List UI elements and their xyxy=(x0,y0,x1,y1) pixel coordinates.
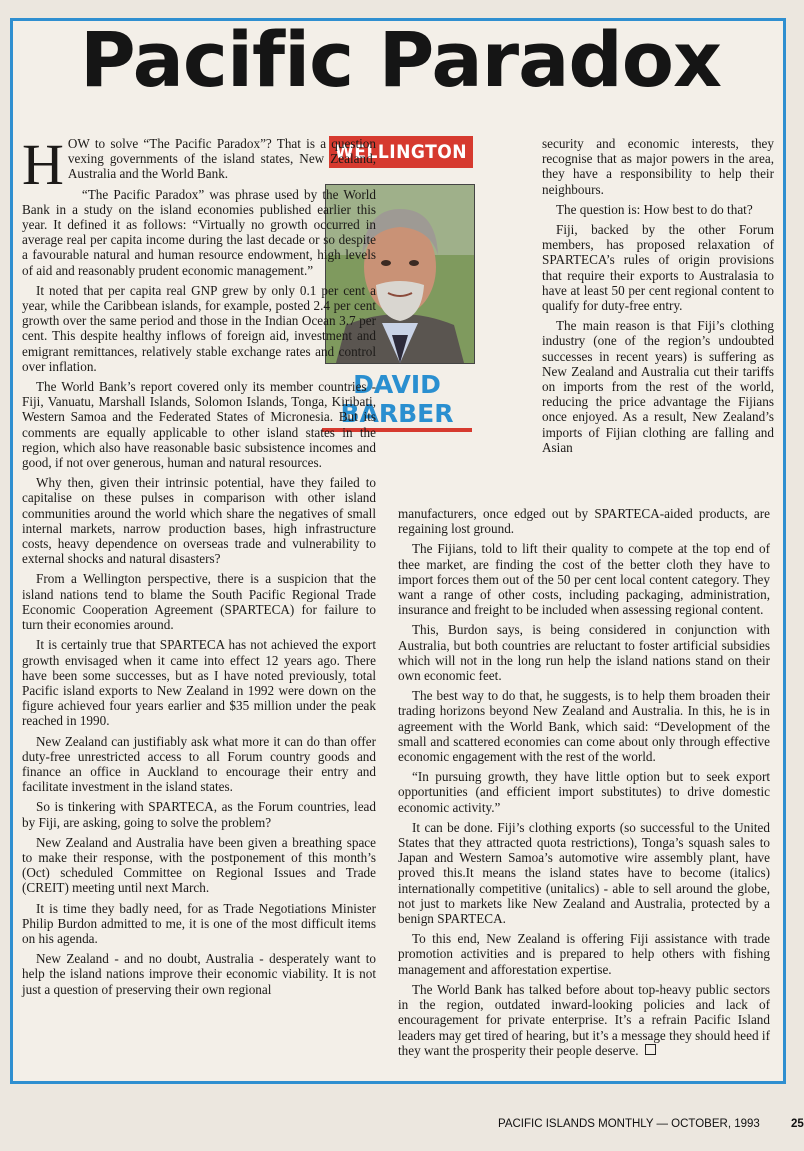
body-paragraph: The question is: How best to do that? xyxy=(556,201,753,217)
column-right-top xyxy=(542,136,774,460)
body-paragraph: Why then, given their intrinsic potential, have they failed to capitalise on these pulses in comparison with other island communities around the world which share the negatives of small internal markets, narrow production bases, high infrastructure costs, heavy dependence on overseas trade and vulnerability to external shocks and natural disasters? xyxy=(22,475,376,567)
body-paragraph: security and economic interests, they recognise that as major powers in the area, they have a responsibility to help their neighbours. xyxy=(542,136,774,197)
body-paragraph: The Fijians, told to lift their quality to compete at the top end of thee market, are finding the cost of the better cloth they have to import forces them out of the 50 per cent local content category. They want a range of other costs, including packaging, administration, insurance and freight to be included when assessing regional content. xyxy=(398,541,770,618)
body-paragraph: The best way to do that, he suggests, is to help them broaden their trading horizons beyond New Zealand and Australia. In this, he is in agreement with the World Bank, which said: “Development of the small and scattered economies can come about only through effective economic engagement with the rest of the world. xyxy=(398,688,770,765)
article-title: Pacific Paradox xyxy=(79,15,722,104)
body-paragraph: Fiji, backed by the other Forum members, has proposed relaxation of SPARTECA’s rules of origin provisions that require their exports to Australasia to have at least 50 per cent regional content to qualify for duty-free entry. xyxy=(542,222,774,314)
end-mark-icon xyxy=(645,1044,656,1055)
body-paragraph: From a Wellington perspective, there is a suspicion that the island nations tend to blame the South Pacific Regional Trade Economic Cooperation Agreement (SPARTECA) for failure to turn their economies around. xyxy=(22,571,376,633)
body-paragraph: New Zealand and Australia have been given a breathing space to make their response, with the postponement of this month’s (Oct) scheduled Committee on Regional Issues and Trade (CREIT) meeting until next March. xyxy=(22,834,376,896)
body-paragraph: The World Bank’s report covered only its member countries - Fiji, Vanuatu, Marshall Islands, Solomon Islands, Tonga, Kiribati, Western Samoa and the Federated States of Micronesia. But its comments are equally applicable to other island states in the region, which also have reasonable basic subsistence incomes and good, if not over generous, human and natural resources. xyxy=(22,379,376,471)
body-paragraph: New Zealand - and no doubt, Australia - desperately want to help the island nations improve their economic viability. It is not just a question of preserving their own regional xyxy=(22,951,376,997)
byline-first-name: DAVID xyxy=(353,370,441,399)
closing-text: The World Bank has talked before about top-heavy public sectors in the region, outdated inward-looking policies and lack of encouragement for private enterprise. It’s a refrain Pacific Island leaders may get tired of hearing, but it’s a message they should heed if they want the prosperity their people deserve. xyxy=(398,981,770,1058)
dateline-badge: WELLINGTON xyxy=(329,136,473,168)
publication-line: PACIFIC ISLANDS MONTHLY — OCTOBER, 1993 xyxy=(498,1118,760,1130)
body-paragraph: So is tinkering with SPARTECA, as the Forum countries, lead by Fiji, are asking, going to solve the problem? xyxy=(22,799,376,830)
page-footer xyxy=(498,1118,804,1130)
body-paragraph: It can be done. Fiji’s clothing exports (so successful to the United States that they attracted quota restrictions), Tonga’s squash sales to Japan and Western Samoa’s automotive wire assembly plant, have proved this.It means the island states have to become (italics) internationally competitive (unitalics) - able to sell around the globe, not just to markets like New Zealand and Australia, protected by a benign SPARTECA. xyxy=(398,819,770,927)
body-paragraph: It is time they badly need, for as Trade Negotiations Minister Philip Burdon admitted to me, it is one of the most difficult items on his agenda. xyxy=(22,900,376,946)
column-left xyxy=(22,132,376,1002)
body-paragraph: The main reason is that Fiji’s clothing industry (one of the region’s undoubted successes in recent years) is suffering as New Zealand and Australia cut their tariffs on imports from the rest of the world, reducing the price advantage the Fijians once enjoyed. As a result, New Zealand’s imports of Fijian clothing are falling and Asian xyxy=(542,318,774,455)
body-paragraph: It noted that per capita real GNP grew by only 0.1 per cent a year, while the Caribbean islands, for example, posted 2.4 per cent growth over the same period and those in the Indian Ocean 3.7 per cent. This despite healthy inflows of foreign aid, investment and emigrant remittances, relatively stable exchange rates and control over inflation. xyxy=(22,282,376,374)
body-paragraph: “In pursuing growth, they have little option but to seek export opportunities (and efficient import substitutes) to drive domestic economic activity.” xyxy=(398,769,770,815)
body-paragraph: It is certainly true that SPARTECA has not achieved the export growth envisaged when it came into effect 12 years ago. There have been some successes, but as I have noted previously, total Pacific island exports to New Zealand in 1992 were down on the figure achieved four years earlier and $35 million under the peak reached in 1990. xyxy=(22,637,376,729)
column-right-bottom xyxy=(398,506,770,1063)
page-number: 25 xyxy=(791,1118,804,1130)
body-paragraph-last xyxy=(398,982,770,1058)
lede-text: OW to solve “The Pacific Paradox”? That is a question vexing governments of the island states, New Zealand, Australia and the World Bank. xyxy=(67,136,376,182)
body-paragraph: “The Pacific Paradox” was phrase used by the World Bank in a study on the island economies published earlier this year. It defined it as follows: “Virtually no growth occurred in average real per capita income during the last decade or so despite a favourable natural and human resource endowment, high levels of aid and reasonably prudent economic management.” xyxy=(22,186,376,278)
byline-last-name: BARBER xyxy=(340,399,454,428)
body-paragraph: This, Burdon says, is being considered in conjunction with Australia, but both countries are reluctant to foster artificial subsidies which will not in the long run help the island nations stand on their own economic feet. xyxy=(398,622,770,684)
drop-cap: H xyxy=(22,132,64,197)
body-paragraph: New Zealand can justifiably ask what more it can do than offer duty-free unrestricted access to all Forum country goods and finance an office in Auckland to encourage their entry and facilitate investment in the island states. xyxy=(22,733,376,795)
body-paragraph: manufacturers, once edged out by SPARTECA-aided products, are regaining lost ground. xyxy=(398,506,770,537)
lede-paragraph xyxy=(22,132,376,197)
body-paragraph: To this end, New Zealand is offering Fiji assistance with trade promotion activities and is prepared to help others with fishing management and afforestation expertise. xyxy=(398,931,770,977)
